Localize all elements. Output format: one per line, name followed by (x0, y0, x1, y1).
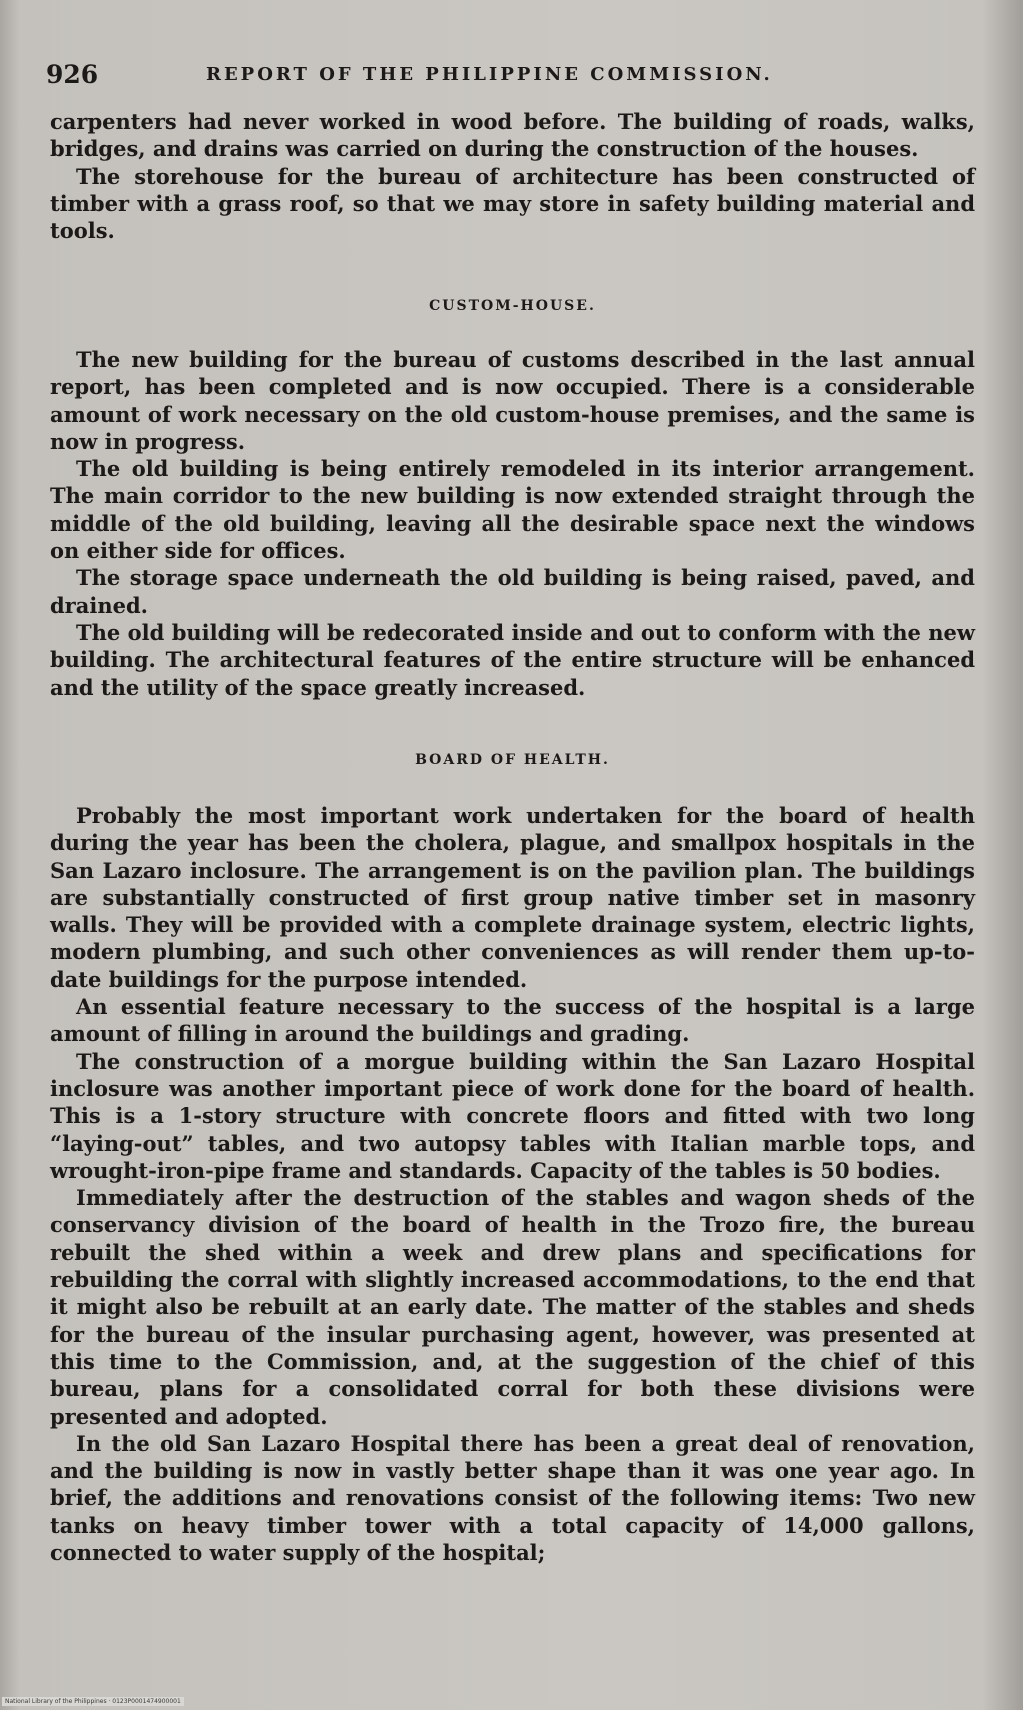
paragraph: The storage space underneath the old building is being raised, paved, and drained. (50, 565, 975, 618)
paragraph: The old building is being entirely remodeled in its interior arrangement. The main corridor to the new building is now extended straight through the middle of the old building, leaving all the desirable space next the windows on either side for offices. (50, 456, 975, 564)
custom-house-block (50, 346, 975, 701)
running-head (46, 60, 966, 96)
paragraph: An essential feature necessary to the success of the hospital is a large amount of filling in around the buildings and grading. (50, 994, 975, 1047)
paragraph: The storehouse for the bureau of architecture has been constructed of timber with a grass roof, so that we may store in safety building material and tools. (50, 163, 975, 244)
section-heading-board-of-health: BOARD OF HEALTH. (415, 752, 610, 768)
page-number: 926 (46, 60, 99, 89)
paragraph: The construction of a morgue building within the San Lazaro Hospital inclosure was another important piece of work done for the board of health. This is a 1-story structure with concrete floors and fitted with two long “laying-out” tables, and two autopsy tables with Italian marble tops, and wrought-iron-pipe frame and standards. Capacity of the tables is 50 bodies. (50, 1048, 975, 1183)
paragraph: Probably the most important work undertaken for the board of health during the year has been the cholera, plague, and smallpox hospitals in the San Lazaro inclosure. The arrangement is on the pavilion plan. The buildings are substantially constructed of first group native timber set in masonry walls. They will be provided with a complete drainage system, electric lights, modern plumbing, and such other conveniences as will render them up-to-date buildings for the purpose intended. (50, 803, 975, 992)
paragraph: carpenters had never worked in wood before. The building of roads, walks, bridges, and drains was carried on during the construction of the houses. (50, 109, 975, 162)
paragraph: Immediately after the destruction of the stables and wagon sheds of the conservancy division of the board of health in the Trozo fire, the bureau rebuilt the shed within a week and drew plans and specifications for rebuilding the corral with slightly increased accommodations, to the end that it might also be rebuilt at an early date. The matter of the stables and sheds for the bureau of the insular purchasing agent, however, was presented at this time to the Commission, and, at the suggestion of the chief of this bureau, plans for a consolidated corral for both these divisions were presented and adopted. (50, 1185, 975, 1429)
running-title: REPORT OF THE PHILIPPINE COMMISSION. (206, 64, 773, 85)
scan-credit: National Library of the Philippines · 0123P0001474900001 (2, 1697, 184, 1706)
paragraph: In the old San Lazaro Hospital there has been a great deal of renovation, and the building is now in vastly better shape than it was one year ago. In brief, the additions and renovations consist of the following items: Two new tanks on heavy timber tower with a total capacity of 14,000 gallons, connected to water supply of the hospital; (50, 1430, 975, 1566)
board-of-health-block (50, 802, 975, 1566)
paragraph: The old building will be redecorated inside and out to conform with the new building. The architectural features of the entire structure will be enhanced and the utility of the space greatly increased. (50, 619, 975, 700)
section-heading-custom-house: CUSTOM-HOUSE. (429, 298, 596, 314)
paragraph: The new building for the bureau of customs described in the last annual report, has been completed and is now occupied. There is a considerable amount of work necessary on the old custom-house premises, and the same is now in progress. (50, 347, 975, 454)
intro-block (50, 108, 975, 244)
